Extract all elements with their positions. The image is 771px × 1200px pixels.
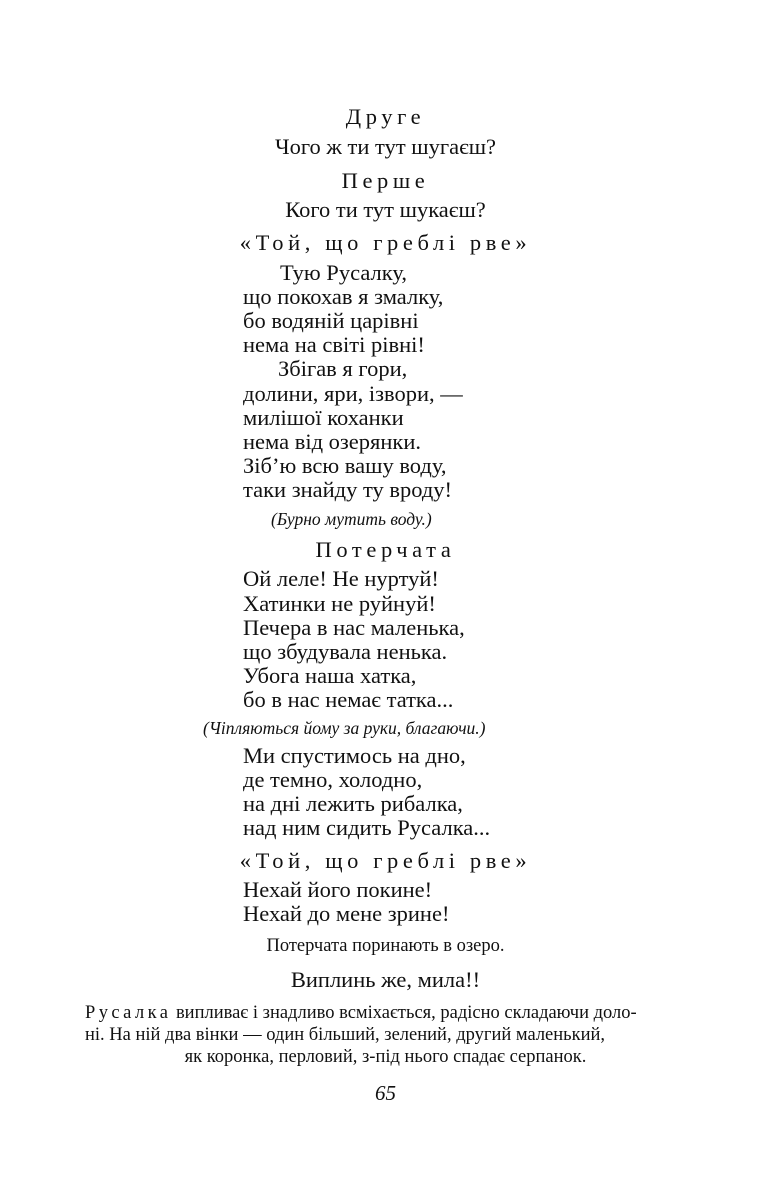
verse-line: на дні лежить рибалка, <box>243 791 463 816</box>
verse-line: Виплинь же, мила!! <box>290 967 481 992</box>
verse-line: Печера в нас маленька, <box>243 615 465 640</box>
stage-paragraph-line: як коронка, перловий, з-під нього спадає серпанок. <box>184 1047 587 1067</box>
verse-line: бо водяній царівні <box>243 308 419 333</box>
verse-line: таки знайду ту вроду! <box>243 477 453 502</box>
speaker-name: «Той, що греблі рве» <box>239 848 532 873</box>
speaker-name: Потерчата <box>315 537 456 562</box>
verse-line: Убога наша хатка, <box>243 663 417 688</box>
verse-line: де темно, холодно, <box>243 767 423 792</box>
verse-line: бо в нас немає татка... <box>243 687 454 712</box>
speaker-name: Перше <box>341 168 430 193</box>
verse-line: долини, яри, ізвори, — <box>243 381 463 406</box>
stage-paragraph-line: ні. На ній два вінки — один більший, зелений, другий маленький, <box>85 1025 606 1045</box>
verse-line: нема від озерянки. <box>243 429 422 454</box>
speaker-name: Друге <box>345 104 426 129</box>
verse-line: Тую Русалку, <box>280 260 407 285</box>
verse-line: над ним сидить Русалка... <box>243 815 491 840</box>
stage-text: випливає і знадливо всміхається, радісно складаючи доло- <box>171 1003 637 1023</box>
stage-direction: (Чіпляються йому за руки, благаючи.) <box>203 718 486 738</box>
speaker-name: «Той, що греблі рве» <box>239 230 532 255</box>
verse-line: що покохав я змалку, <box>243 284 444 309</box>
stage-direction: Потерчата поринають в озеро. <box>266 936 505 956</box>
verse-line: нема на світі рівні! <box>243 332 425 357</box>
verse-line: що збудувала ненька. <box>243 639 448 664</box>
page-number: 65 <box>375 1081 396 1105</box>
verse-line: Нехай до мене зрине! <box>243 901 450 926</box>
character-name: Русалка <box>85 1003 172 1023</box>
verse-line: Чого ж ти тут шугаєш? <box>274 134 497 159</box>
verse-line: Нехай його покине! <box>243 877 433 902</box>
verse-line: Зіб’ю всю вашу воду, <box>243 453 447 478</box>
verse-line: Кого ти тут шукаєш? <box>285 197 486 222</box>
verse-line: Збігав я гори, <box>278 356 408 381</box>
verse-line: Хатинки не руйнуй! <box>243 591 436 616</box>
verse-line: милішої коханки <box>243 405 404 430</box>
verse-line: Ой леле! Не нуртуй! <box>243 566 439 591</box>
verse-line: Ми спустимось на дно, <box>243 743 466 768</box>
stage-direction: (Бурно мутить воду.) <box>271 509 432 529</box>
